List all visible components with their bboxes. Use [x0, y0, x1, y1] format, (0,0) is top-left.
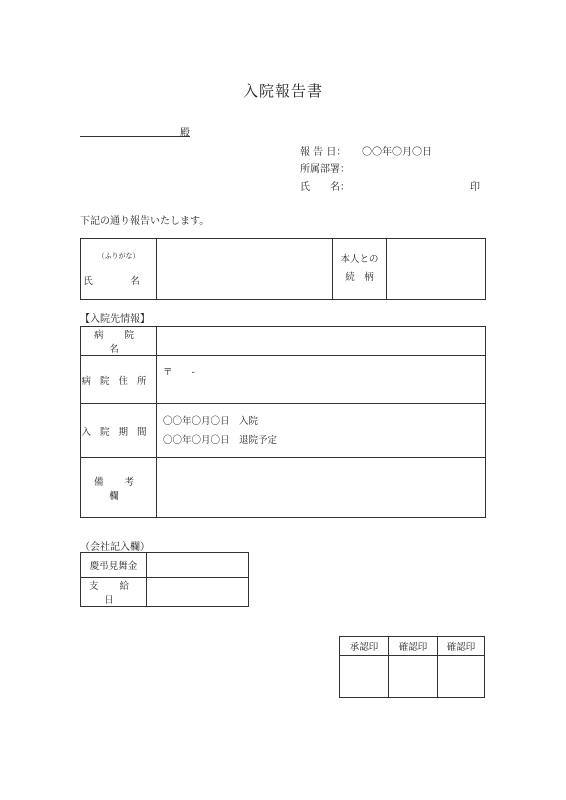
- relation-field[interactable]: [387, 239, 486, 300]
- period-field[interactable]: [157, 404, 486, 458]
- remarks-label: 備 考 欄: [81, 458, 157, 518]
- approval-header: 承認印: [340, 637, 389, 656]
- addressee-line: [80, 136, 190, 137]
- confirmation-header-1: 確認印: [389, 637, 438, 656]
- person-table: [80, 238, 486, 300]
- confirmation-header-2: 確認印: [438, 637, 485, 656]
- report-date-value: 〇〇年〇月〇日: [362, 147, 432, 158]
- person-name-label-cell: [81, 239, 157, 300]
- condolence-field[interactable]: [147, 553, 249, 578]
- confirmation-stamp-box-1[interactable]: [389, 656, 438, 698]
- hospital-table: [80, 326, 486, 518]
- company-section-heading: （会社記入欄）: [80, 542, 150, 553]
- condolence-label: 慶弔見舞金: [81, 553, 147, 578]
- hospital-name-field[interactable]: [157, 327, 486, 356]
- period-label: 入院期間: [81, 404, 157, 458]
- approval-stamp-box[interactable]: [340, 656, 389, 698]
- relation-label-cell: [333, 239, 387, 300]
- hospital-name-label: 病 院 名: [81, 327, 157, 356]
- person-name-field[interactable]: [157, 239, 333, 300]
- relation-label-line2: 続 柄: [345, 272, 374, 283]
- payment-date-label: 支 給 日: [81, 578, 147, 607]
- hospital-section-heading: 【入院先情報】: [80, 314, 150, 325]
- hospital-address-label: 病院住所: [81, 356, 157, 404]
- report-date-label: 報 告 日：: [300, 147, 347, 158]
- admission-line: 〇〇年〇月〇日 入院: [163, 415, 259, 427]
- intro-text: 下記の通り報告いたします。: [80, 216, 210, 227]
- confirmation-stamp-box-2[interactable]: [438, 656, 485, 698]
- addressee-suffix: 殿: [180, 128, 190, 139]
- company-table: [80, 552, 249, 607]
- remarks-field[interactable]: [157, 458, 486, 518]
- seal-mark: 印: [470, 182, 480, 193]
- relation-label-line1: 本人との: [340, 254, 379, 265]
- hospital-address-field[interactable]: [157, 356, 486, 404]
- approval-table: [339, 636, 485, 698]
- furigana-label: （ふりがな）: [97, 252, 140, 260]
- discharge-line: 〇〇年〇月〇日 退院予定: [163, 434, 278, 446]
- person-name-label: 氏 名: [83, 276, 154, 287]
- department-label: 所属部署：: [300, 164, 350, 175]
- postal-mark: 〒 -: [163, 367, 195, 378]
- payment-date-field[interactable]: [147, 578, 249, 607]
- reporter-name-label: 氏 名：: [300, 182, 350, 193]
- document-title: 入院報告書: [242, 82, 323, 100]
